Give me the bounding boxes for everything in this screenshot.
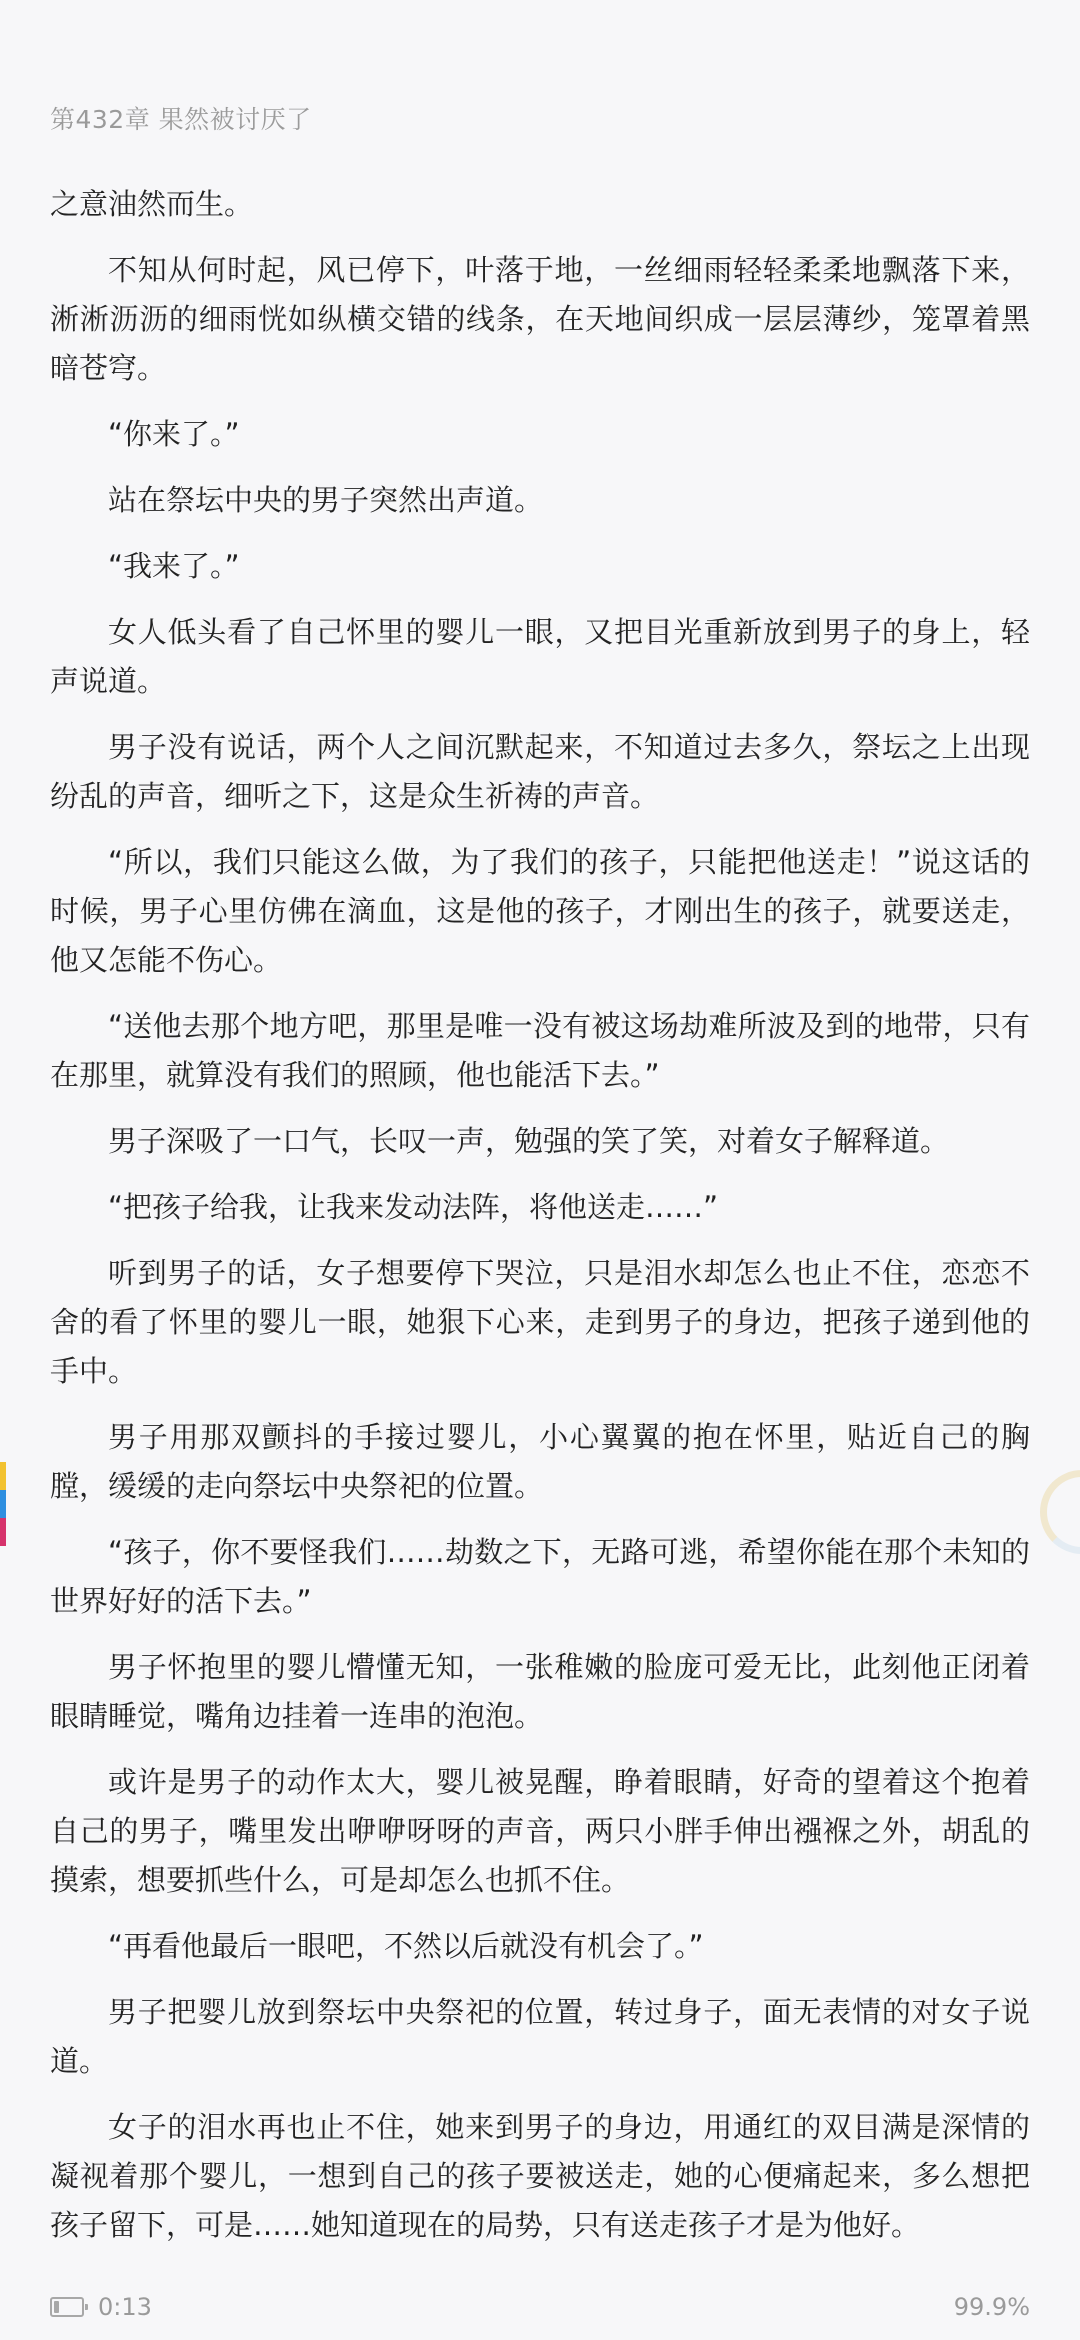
ring-icon[interactable] <box>1040 1470 1080 1554</box>
reading-progress: 99.9% <box>953 2293 1030 2321</box>
paragraph: 男子用那双颤抖的手接过婴儿，小心翼翼的抱在怀里，贴近自己的胸膛，缓缓的走向祭坛中央祭祀的位置。 <box>50 1420 1030 1503</box>
paragraph: “再看他最后一眼吧，不然以后就没有机会了。” <box>108 1929 704 1963</box>
paragraph: 之意油然而生。 <box>50 187 254 221</box>
clock-time: 0:13 <box>98 2293 152 2321</box>
paragraph: “你来了。” <box>108 417 240 451</box>
paragraph: “所以，我们只能这么做，为了我们的孩子，只能把他送走！”说这话的时候，男子心里仿佛在滴血，这是他的孩子，才刚出生的孩子，就要送走，他又怎能不伤心。 <box>50 845 1030 977</box>
paragraph: 女子的泪水再也止不住，她来到男子的身边，用通红的双目满是深情的凝视着那个婴儿，一想到自己的孩子要被送走，她的心便痛起来，多么想把孩子留下，可是……她知道现在的局势，只有送走孩子才是为他好。 <box>50 2110 1030 2242</box>
footer-left <box>50 2293 152 2321</box>
status-footer <box>50 2290 1030 2324</box>
chapter-title: 第432章 果然被讨厌了 <box>50 105 312 134</box>
paragraph: “把孩子给我，让我来发动法阵，将他送走……” <box>108 1190 719 1224</box>
paragraph: “送他去那个地方吧，那里是唯一没有被这场劫难所波及到的地带，只有在那里，就算没有我们的照顾，他也能活下去。” <box>50 1009 1030 1092</box>
edge-color-bar <box>0 1462 6 1546</box>
paragraph: 或许是男子的动作太大，婴儿被晃醒，睁着眼睛，好奇的望着这个抱着自己的男子，嘴里发出咿咿呀呀的声音，两只小胖手伸出襁褓之外，胡乱的摸索，想要抓些什么，可是却怎么也抓不住。 <box>50 1765 1030 1897</box>
paragraph: 站在祭坛中央的男子突然出声道。 <box>108 483 544 517</box>
paragraph: “我来了。” <box>108 549 240 583</box>
edge-bar-segment-blue <box>0 1490 6 1518</box>
paragraph: 听到男子的话，女子想要停下哭泣，只是泪水却怎么也止不住，恋恋不舍的看了怀里的婴儿一眼，她狠下心来，走到男子的身边，把孩子递到他的手中。 <box>50 1256 1030 1388</box>
paragraph: 女人低头看了自己怀里的婴儿一眼，又把目光重新放到男子的身上，轻声说道。 <box>50 615 1030 698</box>
paragraph: 男子深吸了一口气，长叹一声，勉强的笑了笑，对着女子解释道。 <box>108 1124 950 1158</box>
battery-icon <box>50 2297 84 2317</box>
edge-bar-segment-pink <box>0 1518 6 1546</box>
reading-content[interactable] <box>50 180 1030 2260</box>
paragraph: 男子把婴儿放到祭坛中央祭祀的位置，转过身子，面无表情的对女子说道。 <box>50 1995 1030 2078</box>
paragraph: 不知从何时起，风已停下，叶落于地，一丝细雨轻轻柔柔地飘落下来，淅淅沥沥的细雨恍如纵横交错的线条，在天地间织成一层层薄纱，笼罩着黑暗苍穹。 <box>50 253 1030 385</box>
battery-level-fill <box>54 2301 59 2313</box>
paragraph: 男子没有说话，两个人之间沉默起来，不知道过去多久，祭坛之上出现纷乱的声音，细听之下，这是众生祈祷的声音。 <box>50 730 1030 813</box>
paragraph: “孩子，你不要怪我们……劫数之下，无路可逃，希望你能在那个未知的世界好好的活下去。” <box>50 1535 1030 1618</box>
edge-bar-segment-yellow <box>0 1462 6 1490</box>
paragraph: 男子怀抱里的婴儿懵懂无知，一张稚嫩的脸庞可爱无比，此刻他正闭着眼睛睡觉，嘴角边挂着一连串的泡泡。 <box>50 1650 1030 1733</box>
